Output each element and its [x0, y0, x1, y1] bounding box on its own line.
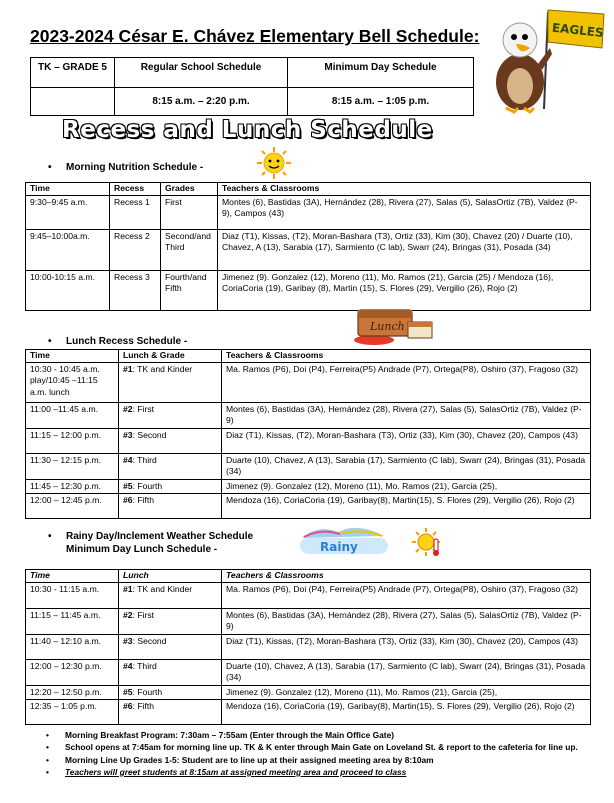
cell-lunch: #6: Fifth	[119, 700, 222, 725]
cell-lunch: #5: Fourth	[119, 685, 222, 700]
cell-teachers: Mendoza (16), CoriaCoria (19), Garibay(8), Martin(15), S. Flores (29), Vergilio (26), Rojo (2)	[222, 494, 591, 519]
cell-grades: Second/and Third	[161, 229, 218, 270]
table-row	[26, 362, 591, 402]
cell-lunch: #3: Second	[119, 634, 222, 659]
regular-time: 8:15 a.m. – 2:20 p.m.	[115, 88, 288, 116]
list-item: • Teachers will greet students at 8:15am at assigned meeting area and proceed to class	[46, 766, 407, 777]
table-row	[26, 608, 591, 634]
cell-lunch-grade: #4: Third	[119, 453, 222, 479]
cell-teachers: Jimenez (9). Gonzalez (12), Moreno (11), Mo. Ramos (21), Garcia (25) / Mendoza (16), CoriaCoria (19), Garibay (8), Martin (15), S. Flores (29), Vergilio (26), Rojo (2)	[218, 270, 591, 310]
table-row	[26, 582, 591, 608]
cell-teachers: Jimenez (9). Gonzalez (12), Moreno (11), Mo. Ramos (21), Garcia (25),	[222, 479, 591, 494]
empty-cell	[31, 88, 115, 116]
table-row	[26, 428, 591, 453]
table-row	[26, 195, 591, 229]
table-row	[26, 229, 591, 270]
col-teachers: Teachers & Classrooms	[222, 350, 591, 363]
cell-teachers: Diaz (T1), Kissas, (T2), Moran-Bashara (T3), Ortiz (33), Kim (30), Chavez (20) / Duarte (10), Chavez, A (13), Sarabia (17), Sarmiento (C lab), Swarr (24), Bringas (31), Posada (34)	[218, 229, 591, 270]
page-title: 2023-2024 César E. Chávez Elementary Bell Schedule:	[30, 26, 480, 46]
regular-header: Regular School Schedule	[115, 58, 288, 88]
table-row	[26, 700, 591, 725]
recess-lunch-heading: Recess and Lunch Schedule	[62, 117, 433, 143]
cell-teachers: Jimenez (9). Gonzalez (12), Moreno (11), Mo. Ramos (21), Garcia (25),	[222, 685, 591, 700]
col-teachers: Teachers & Classrooms	[222, 570, 591, 583]
cell-lunch: #2: First	[119, 608, 222, 634]
col-lunch: Lunch	[119, 570, 222, 583]
lunch-sticker-label: Lunch	[370, 320, 405, 333]
cell-lunch: #1: TK and Kinder	[119, 582, 222, 608]
cell-teachers: Ma. Ramos (P6), Doi (P4), Ferreira(P5) Andrade (P7), Ortega(P8), Oshiro (37), Fragoso (32)	[222, 582, 591, 608]
table-row	[26, 634, 591, 659]
cell-teachers: Diaz (T1), Kissas, (T2), Moran-Bashara (T3), Ortiz (33), Kim (30), Chavez (20), Campos (43)	[222, 428, 591, 453]
rainy-sticker-label: Rainy	[320, 540, 358, 554]
sun-thermometer-icon	[410, 527, 448, 557]
bell-schedule-table	[30, 57, 474, 116]
rainy-sticker-icon	[298, 526, 392, 556]
minimum-time: 8:15 a.m. – 1:05 p.m.	[288, 88, 474, 116]
nutrition-table	[25, 182, 591, 311]
cell-teachers: Duarte (10), Chavez, A (13), Sarabia (17), Sarmiento (C lab), Swarr (24), Bringas (31), Posada (34)	[222, 453, 591, 479]
table-row	[26, 402, 591, 428]
cell-time: 10:00-10:15 a.m.	[26, 270, 110, 310]
lunch-box-icon	[350, 306, 436, 346]
cell-time: 11:40 – 12:10 a.m.	[26, 634, 119, 659]
list-item: • Morning Line Up Grades 1-5: Student are to line up at their assigned meeting area by 8:10am	[46, 754, 434, 765]
cell-recess: Recess 1	[110, 195, 161, 229]
cell-teachers: Montes (6), Bastidas (3A), Hernández (28), Rivera (27), Salas (5), SalasOrtiz (7B), Valdez (P-9)	[222, 402, 591, 428]
cell-recess: Recess 2	[110, 229, 161, 270]
cell-time: 11:45 – 12:30 p.m.	[26, 479, 119, 494]
cell-time: 11:30 – 12:15 p.m.	[26, 453, 119, 479]
cell-teachers: Diaz (T1), Kissas, (T2), Moran-Bashara (T3), Ortiz (33), Kim (30), Chavez (20), Campos (43)	[222, 634, 591, 659]
cell-teachers: Duarte (10), Chavez, A (13), Sarabia (17), Sarmiento (C lab), Swarr (24), Bringas (31), Posada (34)	[222, 659, 591, 685]
cell-lunch-grade: #1: TK and Kinder	[119, 362, 222, 402]
col-grades: Grades	[161, 183, 218, 196]
cell-lunch-grade: #6: Fifth	[119, 494, 222, 519]
notes-list	[46, 729, 578, 778]
cell-time: 12:35 – 1:05 p.m.	[26, 700, 119, 725]
cell-teachers: Ma. Ramos (P6), Doi (P4), Ferreira(P5) Andrade (P7), Ortega(P8), Oshiro (37), Fragoso (32)	[222, 362, 591, 402]
nutrition-heading: • Morning Nutrition Schedule -	[48, 162, 204, 173]
cell-time: 12:00 – 12:45 p.m.	[26, 494, 119, 519]
table-row	[26, 659, 591, 685]
col-time: Time	[26, 350, 119, 363]
table-row	[26, 453, 591, 479]
col-time: Time	[26, 570, 119, 583]
table-row	[26, 479, 591, 494]
list-item: • Morning Breakfast Program: 7:30am – 7:55am (Enter through the Main Office Gate)	[46, 730, 395, 740]
col-recess: Recess	[110, 183, 161, 196]
cell-time: 10:30 - 11:15 a.m.	[26, 582, 119, 608]
cell-teachers: Mendoza (16), CoriaCoria (19), Garibay(8), Martin(15), S. Flores (29), Vergilio (26), Rojo (2)	[222, 700, 591, 725]
cell-time: 12:00 – 12:30 p.m.	[26, 659, 119, 685]
minimum-header: Minimum Day Schedule	[288, 58, 474, 88]
cell-lunch: #4: Third	[119, 659, 222, 685]
table-row	[26, 270, 591, 310]
col-time: Time	[26, 183, 110, 196]
cell-time: 11:15 – 11:45 a.m.	[26, 608, 119, 634]
lunch-heading: • Lunch Recess Schedule -	[48, 336, 188, 347]
cell-teachers: Montes (6), Bastidas (3A), Hernández (28), Rivera (27), Salas (5), SalasOrtiz (7B), Valdez (P-9)	[222, 608, 591, 634]
cell-lunch-grade: #3: Second	[119, 428, 222, 453]
cell-time: 9:30–9:45 a.m.	[26, 195, 110, 229]
cell-teachers: Montes (6), Bastidas (3A), Hernández (28), Rivera (27), Salas (5), SalasOrtiz (7B), Valdez (P-9), Campos (43)	[218, 195, 591, 229]
grade-header: TK – GRADE 5	[31, 58, 115, 88]
cell-time: 10:30 - 10:45 a.m. play/10:45 –11:15 a.m. lunch	[26, 362, 119, 402]
table-row	[26, 685, 591, 700]
eagle-mascot-icon	[490, 4, 608, 116]
col-teachers: Teachers & Classrooms	[218, 183, 591, 196]
cell-grades: First	[161, 195, 218, 229]
rainy-table	[25, 569, 591, 725]
cell-time: 11:00 –11:45 a.m.	[26, 402, 119, 428]
cell-recess: Recess 3	[110, 270, 161, 310]
table-row	[26, 494, 591, 519]
lunch-table	[25, 349, 591, 519]
cell-time: 9:45–10:00a.m.	[26, 229, 110, 270]
cell-lunch-grade: #5: Fourth	[119, 479, 222, 494]
cell-grades: Fourth/and Fifth	[161, 270, 218, 310]
cell-time: 12:20 – 12:50 p.m.	[26, 685, 119, 700]
sun-icon	[254, 146, 294, 180]
cell-lunch-grade: #2: First	[119, 402, 222, 428]
rainy-heading: • Rainy Day/Inclement Weather Schedule Minimum Day Lunch Schedule -	[48, 531, 254, 555]
cell-time: 11:15 – 12:00 p.m.	[26, 428, 119, 453]
list-item: • School opens at 7:45am for morning line up. TK & K enter through Main Gate on Loveland St. & report to the cafeteria for line up.	[46, 742, 578, 753]
flag-label: EAGLES	[551, 20, 605, 40]
col-lunch-grade: Lunch & Grade	[119, 350, 222, 363]
